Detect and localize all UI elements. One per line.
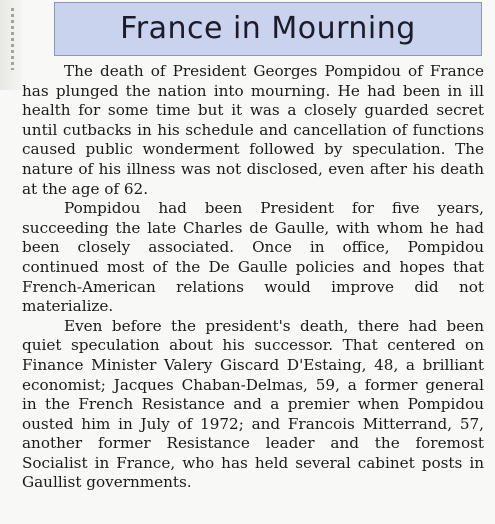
paragraph-1: The death of President Georges Pompidou of France has plunged the nation into mourning. He had been in ill health for some time but it was a closely guarded secret until cutbacks in his schedule and cancellation of functions caused public wonderment followed by speculation. The nature of his illness was not disclosed, even after his death at the age of 62.: [22, 62, 484, 198]
bottom-fade: [0, 510, 495, 524]
scan-edge: [0, 0, 22, 90]
paragraph-3: Even before the president's death, there had been quiet speculation about his successor. That centered on Finance Minister Valery Giscard D'Estaing, 48, a brilliant economist; Jacques Chaban-Delmas, 59, a former general in the French Resistance and a premier when Pompidou ousted him in July of 1972; and Francois Mitterrand, 57, another former Resistance leader and the foremost Socialist in France, who has held several cabinet posts in Gaullist governments.: [22, 316, 484, 492]
paragraph-2: Pompidou had been President for five years, succeeding the late Charles de Gaulle, with whom he had been closely associated. Once in office, Pompidou continued most of the De Gaulle policies and hopes that French-American relations would improve did not materialize.: [22, 199, 484, 316]
headline: France in Mourning: [120, 11, 416, 46]
article-body: [22, 62, 484, 493]
scan-edge-mark: [11, 8, 14, 70]
headline-banner: [54, 2, 482, 56]
